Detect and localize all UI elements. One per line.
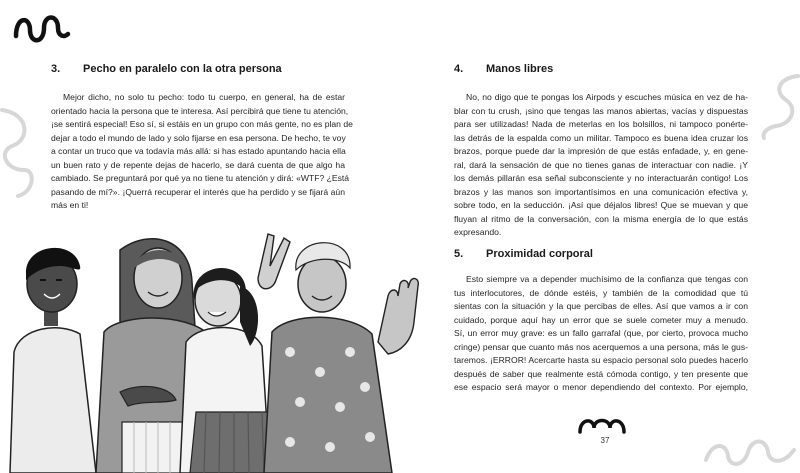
section-3-heading bbox=[51, 63, 282, 75]
section-3-paragraph bbox=[51, 91, 353, 213]
paragraph-line: Sí, un error muy grave: es un fallo garrafal (que, por cierto, provoca mucho bbox=[454, 328, 748, 338]
section-4-paragraph bbox=[454, 91, 748, 240]
page-number: 37 bbox=[600, 436, 610, 445]
right-page bbox=[400, 0, 800, 473]
paragraph-line: un buen rato y de repente dejas de hacerlo, se dará cuenta de que algo ha bbox=[51, 159, 345, 170]
paragraph-line: después de saber que realmente está cómoda contigo, y ten presente que bbox=[454, 368, 748, 379]
section-5-paragraph bbox=[454, 273, 748, 395]
section-3-title: Pecho en paralelo con la otra persona bbox=[83, 63, 282, 75]
paragraph-line: para ser utilizadas! Nada de meterlas en los bolsillos, ni tampoco ponérte- bbox=[454, 119, 748, 129]
section-5-number: 5. bbox=[454, 248, 464, 260]
section-4-number: 4. bbox=[454, 63, 464, 75]
paragraph-line: No, no digo que te pongas los Airpods y escuches música en vez de ha- bbox=[466, 92, 748, 102]
paragraph-line: brazos, porque puede dar la impresión de que estás enfadade, y, en gene- bbox=[454, 146, 748, 156]
friends-group-illustration bbox=[0, 222, 440, 473]
paragraph-line: fluyan al ritmo de la conversación, con la misma energía de lo que estás bbox=[454, 213, 748, 224]
paragraph-line: ¡se sentirá especial! Eso sí, si estáis en un grupo con más gente, no es plan de bbox=[51, 119, 353, 129]
section-5-heading bbox=[454, 248, 593, 260]
paragraph-line: orientado hacia la persona que te interesa. Así percibirá que tiene tu atención, bbox=[51, 105, 349, 116]
paragraph-line: más en ti! bbox=[51, 200, 89, 210]
section-5-title: Proximidad corporal bbox=[486, 248, 593, 260]
paragraph-line: sobre todo, en la seducción. ¡Así que déjalos libres! Que se muevan y que bbox=[454, 200, 748, 210]
paragraph-line: sientas con la situación y la que percibas de elles. Así que vamos a ir con bbox=[454, 301, 748, 311]
paragraph-line: expresando. bbox=[454, 227, 502, 237]
paragraph-line: Esto siempre va a depender muchísimo de la confianza que tengas con bbox=[466, 274, 748, 284]
section-4-heading bbox=[454, 63, 553, 75]
paragraph-line: cringe) pensar que cuanto más nos acerquemos a una persona, más le gus- bbox=[454, 341, 748, 352]
paragraph-line: los demás pillarán esa señal subconsciente y no interactuarán contigo! Los bbox=[454, 173, 748, 183]
paragraph-line: cambiado. Se preguntará por qué ya no tiene tu atención y dirá: «WTF? ¿Está bbox=[51, 173, 350, 183]
person-left-figure bbox=[10, 248, 96, 473]
paragraph-line: cuidado, porque aquí hay un error que se suele cometer muy a menudo. bbox=[454, 314, 748, 325]
paragraph-line: dejar a todo el mundo de lado y solo fijarse en esa persona. De hecho, te voy bbox=[51, 132, 346, 143]
paragraph-line: Mejor dicho, no solo tu pecho: todo tu cuerpo, en general, ha de estar bbox=[63, 92, 345, 102]
paragraph-line: a contar un truco que va todavía más allá: si has estado apuntando hacia ella bbox=[51, 146, 346, 156]
paragraph-line: ral, dará la sensación de que no tienes ganas de interactuar con nadie. ¡Y bbox=[454, 159, 748, 170]
paragraph-line: blar con tu crush, ¡sino que tengas las manos abiertas, vacías y dispuestas bbox=[454, 105, 748, 116]
paragraph-line: tus interlocutores, de dónde estéis, y también de la comodidad que tú bbox=[454, 287, 748, 298]
paragraph-line: las detrás de la espalda como un militar. Tampoco es buena idea cruzar los bbox=[454, 132, 748, 143]
paragraph-line: brazos y las manos son importantísimos en una comunicación efectiva y, bbox=[454, 186, 748, 197]
section-4-title: Manos libres bbox=[486, 63, 554, 75]
paragraph-line: pasando de mí?». ¡Querrá recuperar el interés que ha perdido y se fijará aún bbox=[51, 186, 345, 197]
section-3-number: 3. bbox=[51, 63, 61, 75]
page-ornament-icon bbox=[576, 414, 628, 436]
person-right-figure bbox=[264, 243, 418, 473]
paragraph-line: ese espacio será mayor o menor dependiendo del contexto. Por ejemplo, bbox=[454, 382, 748, 392]
paragraph-line: taremos. ¡ERROR! Acercarte hasta su espacio personal solo puedes hacerlo bbox=[454, 355, 748, 365]
